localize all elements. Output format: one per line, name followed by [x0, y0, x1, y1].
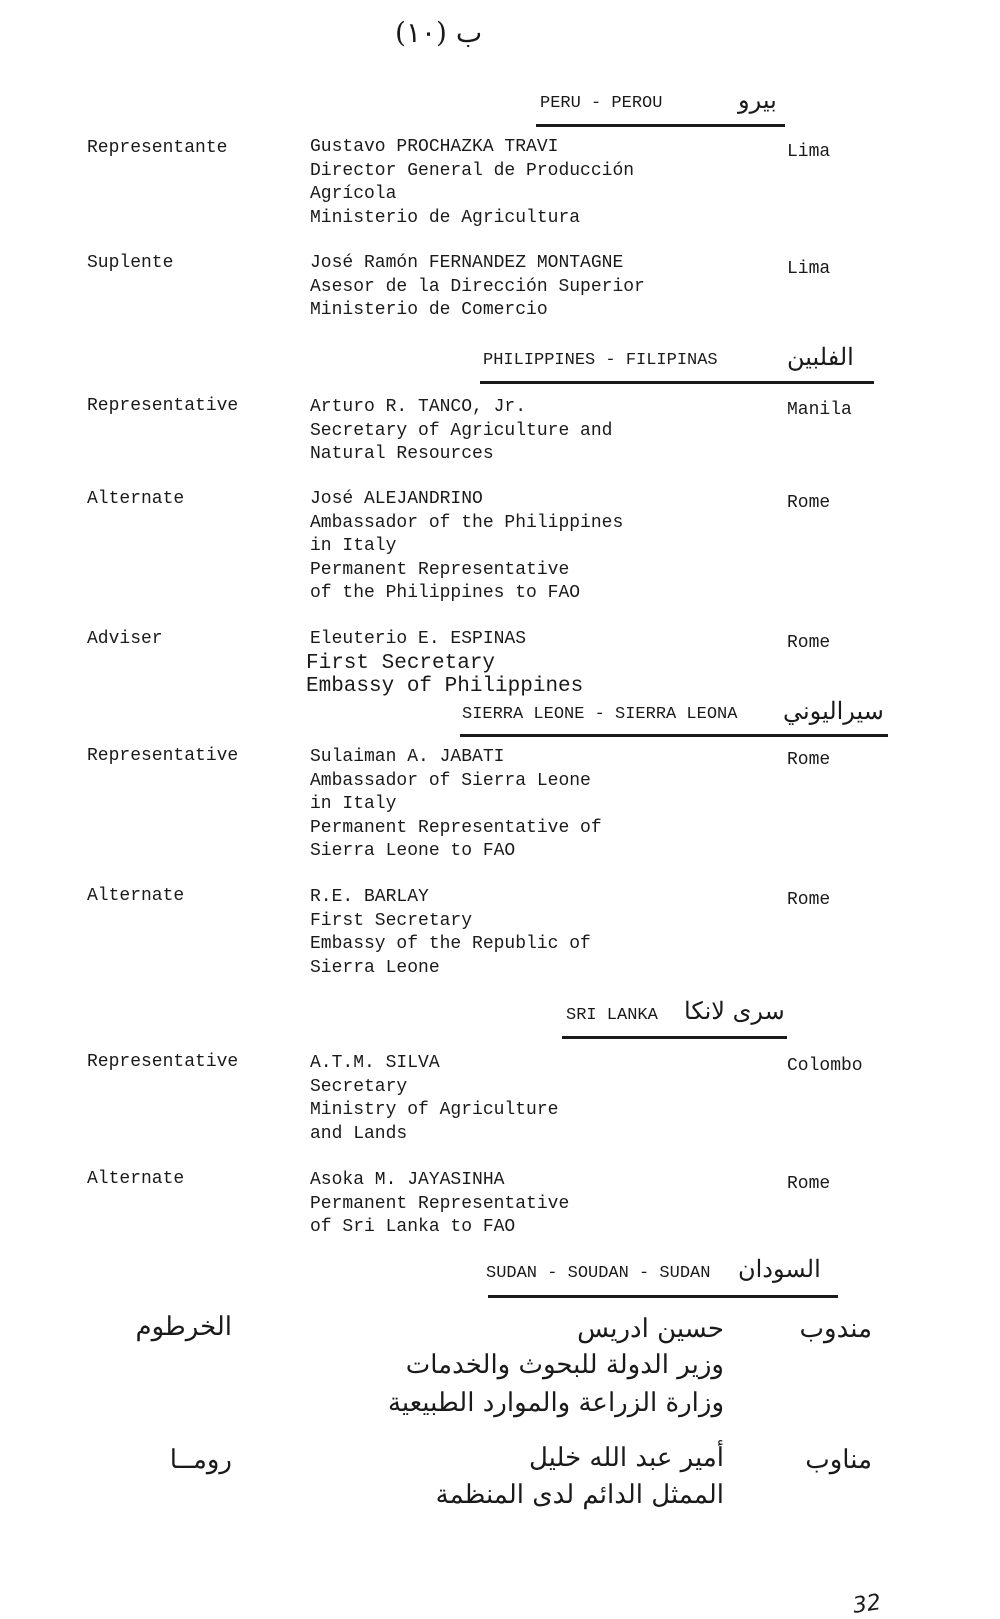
- delegate-city: Rome: [787, 1174, 831, 1194]
- delegate-city: Lima: [787, 142, 831, 162]
- section-header-arabic: سيراليوني: [783, 697, 884, 725]
- delegate-details: [310, 1169, 569, 1240]
- section-header: SRI LANKA: [566, 1006, 658, 1025]
- delegate-details: [310, 886, 591, 980]
- delegate-title: Secretary of Agriculture and: [310, 420, 613, 441]
- delegate-role: Representative: [87, 746, 239, 766]
- delegate-details: [310, 488, 623, 606]
- delegate-title: and Lands: [310, 1123, 408, 1144]
- delegate-title: First Secretary: [310, 910, 473, 931]
- delegate-title: Embassy of Philippines: [306, 675, 584, 698]
- delegate-details: [310, 396, 612, 467]
- delegate-title: Sierra Leone to FAO: [310, 841, 516, 861]
- delegate-title: in Italy: [310, 536, 397, 556]
- delegate-name: Asoka M. JAYASINHA: [310, 1170, 505, 1190]
- delegate-name: Gustavo PROCHAZKA TRAVI: [310, 137, 559, 157]
- delegate-role-arabic: مندوب: [799, 1314, 872, 1344]
- delegate-name: José ALEJANDRINO: [310, 489, 483, 509]
- delegate-title: Sierra Leone: [310, 957, 440, 978]
- delegate-city-arabic: رومــا: [169, 1445, 232, 1475]
- delegate-title: Permanent Representative of: [310, 817, 602, 838]
- delegate-details: [310, 136, 634, 230]
- delegate-city: Rome: [787, 493, 831, 513]
- delegate-role: Representante: [87, 138, 228, 158]
- section-header-arabic: الفلبين: [787, 343, 854, 371]
- delegate-role: Representative: [87, 1052, 239, 1072]
- delegate-title-arabic: وزارة الزراعة والموارد الطبيعية: [387, 1388, 724, 1418]
- delegate-role: Alternate: [87, 1169, 185, 1189]
- section-header-arabic: السودان: [738, 1255, 821, 1283]
- delegate-details: [310, 1052, 558, 1146]
- delegate-title: Agrícola: [310, 184, 397, 204]
- delegate-title: Ambassador of Sierra Leone: [310, 770, 591, 791]
- delegate-title: Ministerio de Agricultura: [310, 207, 581, 228]
- delegate-title: of the Philippines to FAO: [310, 583, 581, 603]
- delegate-title: Ministry of Agriculture: [310, 1100, 559, 1120]
- delegate-name-arabic: أمير عبد الله خليل: [528, 1443, 724, 1473]
- delegate-name: R.E. BARLAY: [310, 887, 429, 907]
- delegate-city: Lima: [787, 259, 831, 279]
- delegate-title-arabic: الممثل الدائم لدى المنظمة: [435, 1480, 724, 1510]
- delegate-title: Director General de Producción: [310, 160, 635, 181]
- delegate-name: A.T.M. SILVA: [310, 1053, 440, 1073]
- header-rule: [480, 381, 874, 384]
- section-header-arabic: بيرو: [738, 86, 777, 114]
- delegate-title: Permanent Representative: [310, 1193, 570, 1214]
- page-label: ب (١٠): [395, 16, 483, 49]
- delegate-name: Eleuterio E. ESPINAS: [310, 629, 527, 649]
- header-rule: [536, 124, 785, 127]
- delegate-role: Representative: [87, 396, 239, 416]
- delegate-name-arabic: حسين ادريس: [577, 1314, 724, 1344]
- delegate-title: Asesor de la Dirección Superior: [310, 276, 645, 297]
- delegate-title: Ministerio de Comercio: [310, 300, 548, 320]
- delegate-title: in Italy: [310, 794, 397, 814]
- delegate-name: Arturo R. TANCO, Jr.: [310, 397, 527, 417]
- delegate-name: José Ramón FERNANDEZ MONTAGNE: [310, 253, 624, 273]
- delegate-role: Alternate: [87, 886, 185, 906]
- delegate-details: [310, 252, 645, 323]
- delegate-title: of Sri Lanka to FAO: [310, 1217, 516, 1237]
- delegate-city-arabic: الخرطوم: [135, 1312, 232, 1342]
- delegate-role-arabic: مناوب: [805, 1445, 872, 1475]
- delegate-role: Adviser: [87, 629, 163, 649]
- delegate-title-arabic: وزير الدولة للبحوث والخدمات: [405, 1350, 724, 1380]
- delegate-city: Rome: [787, 750, 831, 770]
- delegate-details: [306, 628, 584, 699]
- delegate-city: Manila: [787, 400, 852, 420]
- delegate-city: Colombo: [787, 1056, 863, 1076]
- header-rule: [562, 1036, 787, 1039]
- delegate-details: [310, 746, 602, 864]
- delegate-name: Sulaiman A. JABATI: [310, 747, 505, 767]
- delegate-title: Ambassador of the Philippines: [310, 512, 624, 533]
- section-header: SUDAN - SOUDAN - SUDAN: [486, 1264, 711, 1283]
- delegate-title: Permanent Representative: [310, 559, 570, 580]
- header-rule: [488, 1295, 838, 1298]
- section-header: PERU - PEROU: [540, 94, 663, 113]
- delegate-title: Secretary: [310, 1076, 408, 1097]
- delegate-role: Alternate: [87, 489, 185, 509]
- delegate-city: Rome: [787, 890, 831, 910]
- section-header: SIERRA LEONE - SIERRA LEONA: [462, 705, 738, 724]
- section-header: PHILIPPINES - FILIPINAS: [483, 351, 718, 370]
- section-header-arabic: سرى لانكا: [684, 997, 785, 1025]
- delegate-role: Suplente: [87, 253, 174, 273]
- header-rule: [460, 734, 888, 737]
- handwritten-page-number: 32: [851, 1590, 883, 1619]
- delegate-city: Rome: [787, 633, 831, 653]
- delegate-title: Embassy of the Republic of: [310, 934, 591, 954]
- delegate-title: First Secretary: [306, 651, 496, 675]
- delegate-title: Natural Resources: [310, 444, 494, 464]
